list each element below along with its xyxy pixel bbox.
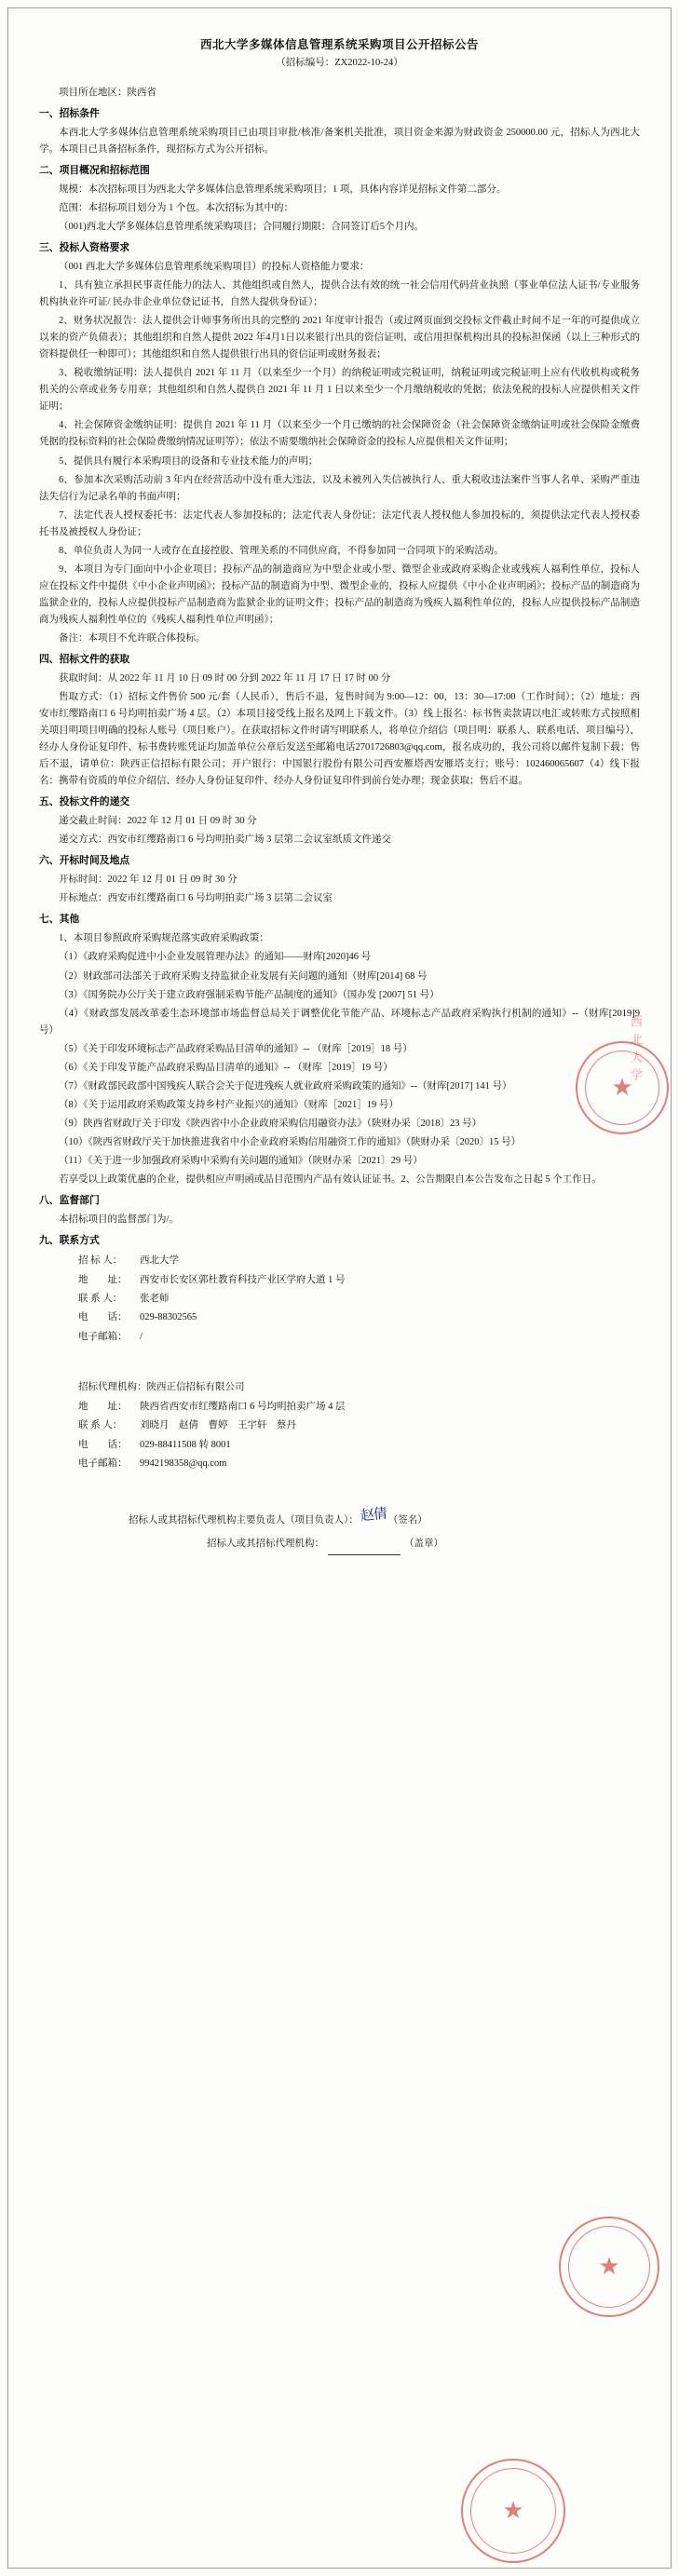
agent-contact-row xyxy=(78,1417,640,1435)
page-subtitle: （招标编号：ZX2022-10-24） xyxy=(276,58,403,68)
contact-row xyxy=(78,1252,640,1270)
signature-person-label: 招标人或其招标代理机构主要负责人（项目负责人）： xyxy=(129,1514,359,1525)
agent-contact-label: 招标代理机构： xyxy=(78,1382,147,1393)
vertical-seal-text-right: 西北大学 xyxy=(629,1015,643,1086)
section-6-p1: 开标时间：2022 年 12 月 01 日 09 时 30 分 xyxy=(59,874,238,886)
section-3-p6: 5、提供具有履行本采购项目的设备和专业技术能力的声明； xyxy=(59,455,319,467)
section-7-p3: （2）财政部司法部关于政府采购支持监狱企业发展有关问题的通知（财库[2014] 68 号 xyxy=(59,970,428,982)
section-heading-1: 一、招标条件 xyxy=(39,107,100,119)
agent-contact-value: 陕西正信招标有限公司 xyxy=(146,1382,245,1393)
agent-contact-label: 电子邮箱： xyxy=(78,1458,128,1470)
section-3-p11: 备注：本项目不允许联合体投标。 xyxy=(59,632,206,644)
agent-contact-value: 刘晓月 赵倩 曹婷 王宇轩 蔡丹 xyxy=(140,1420,296,1431)
section-7-p6: （5）《关于印发环境标志产品政府采购品目清单的通知》-- （财库［2019］18 号） xyxy=(59,1043,413,1054)
section-heading-5: 五、投标文件的递交 xyxy=(39,796,130,808)
signature-person-suffix: （签名） xyxy=(387,1514,428,1525)
section-3-p5: 4、社会保障资金缴纳证明：提供自 2021 年 11 月（以来至少一个月已缴纳的社会保障资金（社会保障资金缴纳证明或社会保险金缴费凭据的投标资料的社会保险费缴纳情况证明等）；依法不需要缴纳社会保障资金的投标人应提供相关文件证明； xyxy=(39,420,640,448)
section-2-p2: 范围：本招标项目划分为 1 个包。本次招标为其中的： xyxy=(59,202,293,213)
signature-handwriting: 赵倩 xyxy=(359,1506,387,1525)
section-1-p1: 本西北大学多媒体信息管理系统采购项目已由项目审批/核准/备案机关批准，项目资金来源为财政资金 250000.00 元，招标人为西北大学。本项目已具备招标条件，现招标方式为公开招标。 xyxy=(39,127,640,155)
section-7-p9: （8）《关于运用政府采购政策支持乡村产业振兴的通知》（财库［2021］19 号） xyxy=(59,1099,399,1110)
section-heading-4: 四、招标文件的获取 xyxy=(39,654,130,666)
section-7-p4: （3）《国务院办公厅关于建立政府强制采购节能产品制度的通知》（国办发 [2007] 51 号） xyxy=(59,989,440,1000)
signature-row-org xyxy=(207,1532,640,1555)
contact-value: 西北大学 xyxy=(140,1255,179,1267)
agent-contact-label: 地 址： xyxy=(78,1401,128,1412)
agent-contact-row xyxy=(78,1398,640,1417)
section-7-p11: （10）《陕西省财政厅关于加快推进我省中小企业政府采购信用融资工作的通知》（陕财办采〔2020〕15 号） xyxy=(59,1136,522,1147)
section-3-p9: 8、单位负责人为同一人或存在直接控股、管理关系的不同供应商，不得参加同一合同项下的采购活动。 xyxy=(59,545,504,556)
contact-row xyxy=(78,1328,640,1347)
section-7-p1: 1、本项目参照政府采购规范落实政府采购政策： xyxy=(59,933,269,944)
section-2-p3: （001)西北大学多媒体信息管理系统采购项目；合同履行期限：合同签订后5个月内。 xyxy=(59,221,424,232)
region-line: 项目所在地区：陕西省 xyxy=(59,87,156,98)
agent-contact-value: 9942198358@qq.com xyxy=(140,1458,227,1470)
section-2-p1: 规模：本次招标项目为西北大学多媒体信息管理系统采购项目；1 项，具体内容详见招标文件第二部分。 xyxy=(59,183,507,195)
contact-label: 电子邮箱： xyxy=(78,1331,128,1342)
contact-value: 张老师 xyxy=(140,1293,170,1304)
signature-org-line xyxy=(328,1543,401,1555)
section-3-p7: 6、参加本次采购活动前 3 年内在经营活动中没有重大违法，以及未被列入失信被执行人、重大税收违法案件当事人名单、采购严重违法失信行为记录名单的书面声明； xyxy=(39,474,640,502)
agency-seal-mid: ★ xyxy=(576,1041,669,1134)
agent-contact-row xyxy=(78,1455,640,1473)
contact-label: 招 标 人： xyxy=(78,1255,123,1267)
document-content xyxy=(15,13,664,1593)
section-3-p10: 9、本项目为专门面向中小企业项目；投标产品的制造商应为中型企业或小型、微型企业或政府采购企业或残疾人福利性单位，投标人应在投标文件中提供《中小企业声明函》；投标产品的制造商为中型、微型企业的，投标人应提供《中小企业声明函》；投标产品的制造商为监狱企业的，投标人应提供投标产品制造商为监狱企业的证明文件；投标产品的制造商为残疾人福利性单位的，投标人应提供投标产品制造商为残疾人福利性单位的《残疾人福利性单位声明函》； xyxy=(39,563,640,625)
signature-row-person xyxy=(129,1498,640,1532)
contract-seal: ★ xyxy=(461,2459,565,2563)
agent-contact-label: 电 话： xyxy=(78,1439,128,1450)
contact-row xyxy=(78,1290,640,1308)
section-4-p2: 售取方式：（1）招标文件售价 500 元/套（人民币），售后不退，复售时间为 9:00—12：00，13：30—17:00（工作时间）；（2）地址：西安市红缨路南口 6 号均明拍卖广场 4 层。（2）本项目接受线上报名及网上下载文件。（3）线上报名：标书售卖款请以电汇或转账方式按照相关项目明项目明确的投标人账号（项目账户）。在获取招标文件时请写明联系人，将单位介绍信（项目明：联系人、联系电话、项目编号），经办人身份证复印件、标书费转账凭证均加盖单位公章后发送至邮箱电话2701726803@qq.com，报名成功的，我公司将以邮件复制下载；售后不退，请单位：陕西正信招标有限公司；开户银行：中国银行股份有限公司西安雁塔西安雁塔支行；账号：102460065607（4）线下报名：携带有资质的单位介绍信、经办人身份证复印件、经办人身份证复印件到前台处办理；现金获取；售后不退。 xyxy=(39,692,640,787)
contact-block-agent xyxy=(39,1378,640,1473)
section-3-p1: （001 西北大学多媒体信息管理系统采购项目）的投标人资格能力要求： xyxy=(59,261,370,272)
section-3-p8: 7、法定代表人授权委托书：法定代表人参加投标的；法定代表人身份证；法定代表人授权他人参加投标的，须提供法定代表人授权委托书及被授权人身份证； xyxy=(39,509,640,537)
section-heading-8: 八、监督部门 xyxy=(39,1195,100,1207)
section-3-p2: 1、具有独立承担民事责任能力的法人、其他组织或自然人，提供合法有效的统一社会信用代码营业执照（事业单位法人证书/专业服务机构执业许可证/ 民办非企业单位登记证书，自然人提供身份证）； xyxy=(39,280,640,308)
section-7-p12: （11）《关于进一步加强政府采购中采购有关问题的通知》（陕财办采〔2021〕29 号） xyxy=(59,1155,423,1166)
section-heading-7: 七、其他 xyxy=(39,914,80,926)
signature-org-label: 招标人或其招标代理机构： xyxy=(207,1538,324,1549)
agent-contact-label: 联 系 人： xyxy=(78,1420,123,1431)
agency-seal-bottom: ★ xyxy=(559,2217,659,2317)
contact-value: / xyxy=(140,1331,143,1342)
section-7-p13: 若享受以上政策优惠的企业，提供相应声明函或品目范围内产品有效认证证书。2、公告期限自本公告发布之日起 5 个工作日。 xyxy=(59,1174,602,1186)
contact-row xyxy=(78,1271,640,1290)
section-5-p1: 递交截止时间：2022 年 12 月 01 日 09 时 30 分 xyxy=(59,816,257,827)
section-3-p3: 2、财务状况报告：法人提供会计师事务所出具的完整的 2021 年度审计报告（或过网页面到交投标文件截止时间不足一年的可提供成立以来的资产负债表）；其他组织和自然人提供 2022 年4月1日以来银行出具的资信证明，或信用担保机构出具的投标担保函（以上三种形式的资料提供任一种即可）；其他组织和自然人提供银行出具的资信证明或财务报表； xyxy=(39,316,640,360)
section-heading-3: 三、投标人资格要求 xyxy=(39,242,130,254)
contact-label: 电 话： xyxy=(78,1312,128,1323)
section-7-p2: （1）《政府采购促进中小企业发展管理办法》的通知——财库[2020]46 号 xyxy=(59,952,372,963)
contact-value: 西安市长安区郭杜教育科技产业区学府大道 1 号 xyxy=(140,1274,346,1285)
contact-row xyxy=(78,1308,640,1327)
page-title: 西北大学多媒体信息管理系统采购项目公开招标公告 xyxy=(199,38,479,51)
section-heading-6: 六、开标时间及地点 xyxy=(39,855,130,867)
signature-block xyxy=(39,1498,640,1555)
contact-value: 029-88302565 xyxy=(140,1312,197,1323)
contact-label: 联 系 人： xyxy=(78,1293,123,1304)
contact-label: 地 址： xyxy=(78,1274,128,1285)
agent-contact-value: 029-88411508 转 8001 xyxy=(140,1439,231,1450)
section-8-p1: 本招标项目的监督部门为/。 xyxy=(59,1214,179,1226)
section-heading-9: 九、联系方式 xyxy=(39,1235,100,1247)
section-3-p4: 3、税收缴纳证明：法人提供自 2021 年 11 月（以来至少一个月）的纳税证明或完税证明，纳税证明或完税证明上应有代收机构或税务机关的公章或业务专用章；其他组织和自然人提供自 2021 年 11 月 1 日以来至少一个月缴纳税收的凭据；依法免税的投标人应提供相关文件证明； xyxy=(39,368,640,413)
agent-contact-row xyxy=(78,1436,640,1455)
section-7-p7: （6）《关于印发节能产品政府采购品目清单的通知》-- （财库［2019］19 号） xyxy=(59,1062,393,1073)
agent-contact-row xyxy=(78,1378,640,1397)
section-6-p2: 开标地点：西安市红缨路南口 6 号均明拍卖广场 3 层第二会议室 xyxy=(59,893,333,904)
contact-block-owner xyxy=(39,1252,640,1347)
section-7-p5: （4）《财政部发展改革委生态环境部市场监督总局关于调整优化节能产品、环境标志产品政府采购执行机制的通知》--（财库[2019]9 号） xyxy=(39,1008,640,1036)
section-4-p1: 获取时间：从 2022 年 11 月 10 日 09 时 00 分到 2022 年 11 月 17 日 17 时 00 分 xyxy=(59,672,391,684)
agent-contact-value: 陕西省西安市红缨路南口 6 号均明拍卖广场 4 层 xyxy=(140,1401,346,1412)
signature-org-suffix: （盖章） xyxy=(404,1538,443,1549)
section-5-p2: 递交方式：西安市红缨路南口 6 号均明拍卖广场 3 层第二会议室纸质文件递交 xyxy=(59,834,391,846)
section-7-p10: （9）陕西省财政厅关于印发《陕西省中小企业政府采购信用融资办法》（陕财办采〔2018〕23 号） xyxy=(59,1118,482,1129)
section-7-p8: （7）《财政部民政部中国残疾人联合会关于促进残疾人就业政府采购政策的通知》--（财库[2017] 141 号） xyxy=(59,1080,512,1091)
section-heading-2: 二、项目概况和招标范围 xyxy=(39,164,150,176)
